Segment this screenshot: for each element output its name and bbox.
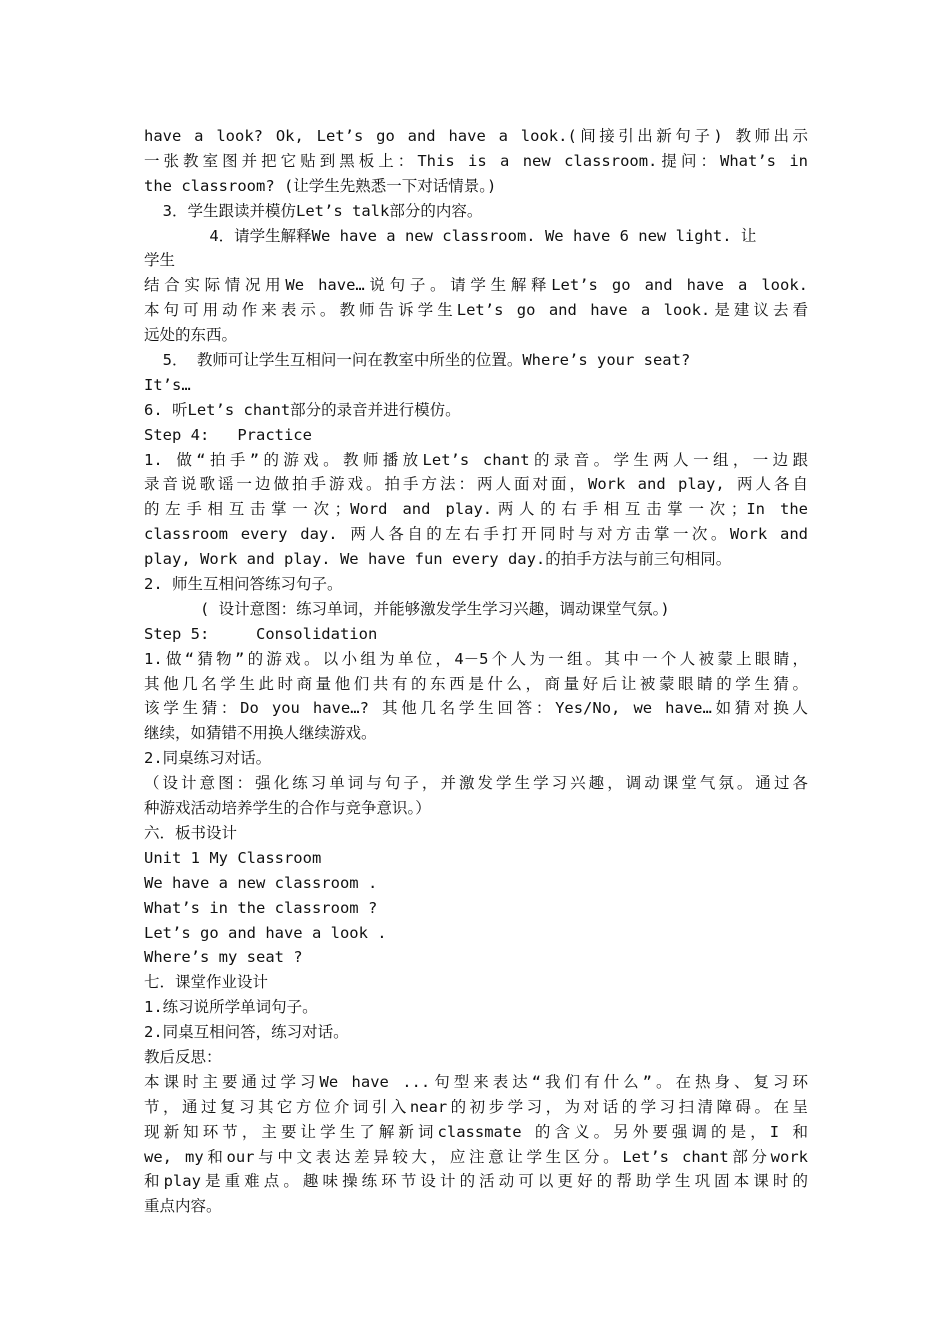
text-line: 重点内容。 — [144, 1197, 222, 1216]
section-heading: 教后反思： — [144, 1047, 222, 1066]
text-line: 本课时主要通过学习We have ...句型来表达“我们有什么”。在热身、复习环 — [144, 1072, 808, 1091]
text-line: （设计意图：强化练习单词与句子，并激发学生学习兴趣，调动课堂气氛。通过各 — [144, 774, 808, 793]
text-line: 一张教室图并把它贴到黑板上：This is a new classroom.提问：What’s in — [144, 151, 808, 170]
step-heading: Step 4: Practice — [144, 425, 312, 444]
document-page — [144, 124, 808, 1219]
text-line: have a look? Ok, Let’s go and have a look.(间接引出新句子) 教师出示 — [144, 127, 808, 145]
text-line: classroom every day. 两人各自的左右手打开同时与对方击掌一次。Work and — [144, 525, 808, 544]
text-line: 其他几名学生此时商量他们共有的东西是什么，商量好后让被蒙眼睛的学生猜。 — [144, 674, 808, 693]
text-line: 继续，如猜错不用换人继续游戏。 — [144, 724, 377, 743]
text-line: we, my和our与中文表达差异较大，应注意让学生区分。Let’s chant部分work — [144, 1147, 808, 1166]
section-heading: 六．板书设计 — [144, 823, 238, 842]
board-line: Unit 1 My Classroom — [144, 848, 322, 867]
text-line: 结合实际情况用We have…说句子。请学生解释Let’s go and have a look. — [144, 276, 808, 295]
text-line: 1. 做“拍手”的游戏。教师播放Let’s chant的录音。学生两人一组，一边跟 — [144, 450, 808, 469]
text-line: 1.做“猜物”的游戏。以小组为单位，4－5个人为一组。其中一个人被蒙上眼睛， — [144, 649, 808, 668]
text-line: 2. 师生互相问答练习句子。 — [144, 575, 343, 594]
text-line: 和play是重难点。趣味操练环节设计的活动可以更好的帮助学生巩固本课时的 — [144, 1172, 808, 1191]
text-line: 远处的东西。 — [144, 326, 238, 345]
text-line: 2.同桌互相问答，练习对话。 — [144, 1023, 349, 1042]
text-line: 录音说歌谣一边做拍手游戏。拍手方法：两人面对面，Work and play, 两人各自 — [144, 475, 808, 494]
text-line: play, Work and play. We have fun every day.的拍手方法与前三句相同。 — [144, 550, 732, 569]
text-line: 本句可用动作来表示。教师告诉学生Let’s go and have a look.是建议去看 — [144, 301, 808, 320]
text-line: 1.练习说所学单词句子。 — [144, 998, 318, 1017]
text-line: 3．学生跟读并模仿Let’s talk部分的内容。 — [144, 201, 483, 220]
text-line: 现新知环节，主要让学生了解新词classmate 的含义。另外要强调的是，I 和 — [144, 1122, 808, 1141]
text-line: 6. 听Let’s chant部分的录音并进行模仿。 — [144, 400, 461, 419]
text-line: 5． 教师可让学生互相问一问在教室中所坐的位置。Where’s your seat? — [144, 351, 691, 370]
board-line: Let’s go and have a look . — [144, 923, 387, 942]
text-line: 节，通过复习其它方位介词引入near的初步学习，为对话的学习扫清障碍。在呈 — [144, 1097, 808, 1116]
text-line: 种游戏活动培养学生的合作与竞争意识。） — [144, 799, 431, 818]
text-line: ( 设计意图：练习单词，并能够激发学生学习兴趣，调动课堂气氛。) — [144, 599, 670, 618]
board-line: What’s in the classroom ? — [144, 898, 378, 917]
text-line: 4．请学生解释We have a new classroom. We have 6 new light. 让 — [144, 226, 757, 245]
section-heading: 七．课堂作业设计 — [144, 973, 269, 992]
board-line: Where’s my seat ? — [144, 948, 303, 967]
text-line: 该学生猜：Do you have…? 其他几名学生回答：Yes/No, we have…如猜对换人 — [144, 699, 808, 718]
step-heading: Step 5: Consolidation — [144, 624, 378, 643]
text-line: 2.同桌练习对话。 — [144, 749, 272, 768]
text-line: 学生 — [144, 251, 176, 270]
text-line: 的左手相互击掌一次；Word and play.两人的右手相互击掌一次；In the — [144, 500, 808, 519]
text-line: the classroom? (让学生先熟悉一下对话情景。) — [144, 176, 497, 195]
board-line: We have a new classroom . — [144, 873, 378, 892]
text-line: It’s… — [144, 375, 191, 394]
